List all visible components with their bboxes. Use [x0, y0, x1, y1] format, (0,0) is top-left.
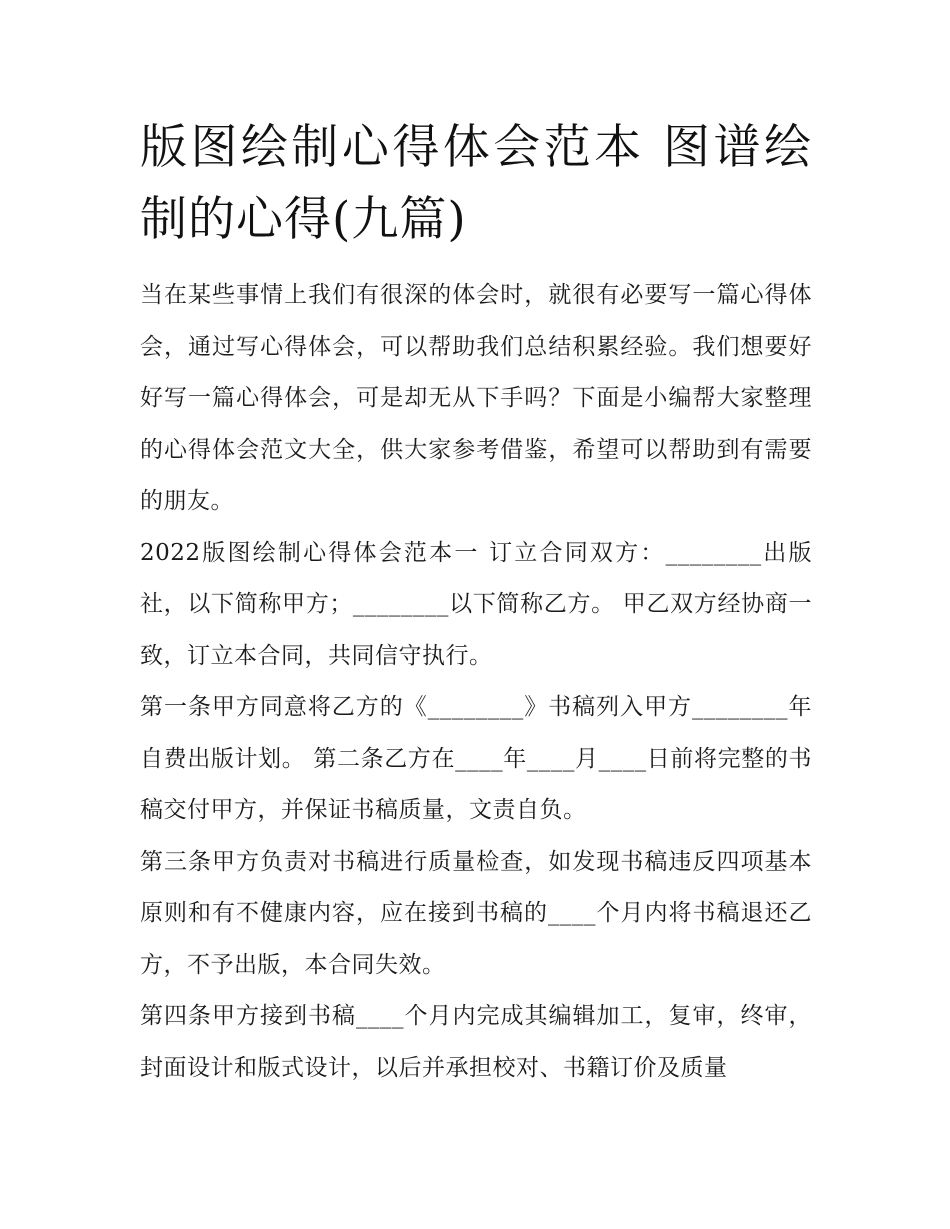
article-one-paragraph: 第一条甲方同意将乙方的《________》书稿列入甲方________年自费出版计划。 第二条乙方在____年____月____日前将完整的书稿交付甲方，并保证书稿质量，文责自负。 [140, 694, 812, 823]
article-three-paragraph: 第三条甲方负责对书稿进行质量检查，如发现书稿违反四项基本原则和有不健康内容，应在接到书稿的____个月内将书稿退还乙方，不予出版，本合同失效。 [140, 848, 812, 978]
document-page [140, 112, 812, 1094]
document-title: 版图绘制心得体会范本 图谱绘制的心得(九篇) [140, 120, 812, 247]
intro-paragraph: 当在某些事情上我们有很深的体会时，就很有必要写一篇心得体会，通过写心得体会，可以帮助我们总结积累经验。我们想要好好写一篇心得体会，可是却无从下手吗？下面是小编帮大家整理的心得体会范文大全，供大家参考借鉴，希望可以帮助到有需要的朋友。 [140, 282, 812, 514]
article-four-paragraph: 第四条甲方接到书稿____个月内完成其编辑加工，复审，终审，封面设计和版式设计，以后并承担校对、书籍订价及质量 [140, 1003, 812, 1081]
contract-parties-paragraph: 2022版图绘制心得体会范本一 订立合同双方：________出版社，以下简称甲方；________以下简称乙方。 甲乙双方经协商一致，订立本合同，共同信守执行。 [140, 539, 812, 669]
